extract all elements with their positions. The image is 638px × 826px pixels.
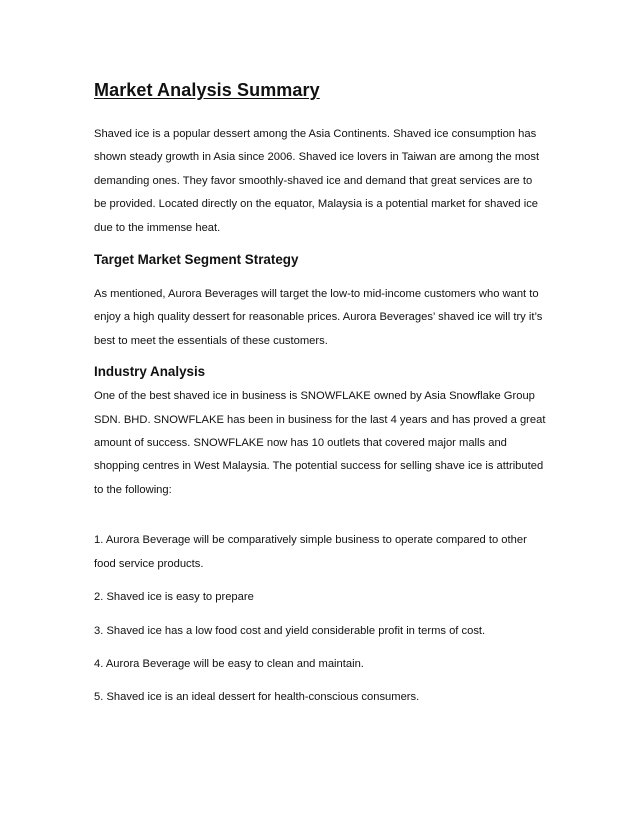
industry-analysis-heading: Industry Analysis xyxy=(94,364,206,380)
document-page xyxy=(94,78,546,710)
list-item: 3. Shaved ice has a low food cost and yield considerable profit in terms of cost. xyxy=(94,624,486,637)
industry-analysis-paragraph: One of the best shaved ice in business is SNOWFLAKE owned by Asia Snowflake Group SDN. BHD. SNOWFLAKE has been in business for the last 4 years and has proved a great amount of success. SNOWFLAKE now has 10 outlets that covered major malls and shopping centres in West Malaysia. The potential success for selling shave ice is attributed to the following: xyxy=(94,390,546,496)
list-item: 4. Aurora Beverage will be easy to clean and maintain. xyxy=(94,657,364,670)
list-item: 5. Shaved ice is an ideal dessert for health-conscious consumers. xyxy=(94,691,420,704)
target-market-paragraph: As mentioned, Aurora Beverages will target the low-to mid-income customers who want to enjoy a high quality dessert for reasonable prices. Aurora Beverages’ shaved ice will try it’s best to meet the essentials of these customers. xyxy=(94,288,543,347)
target-market-heading: Target Market Segment Strategy xyxy=(94,252,299,268)
intro-paragraph: Shaved ice is a popular dessert among the Asia Continents. Shaved ice consumption has shown steady growth in Asia since 2006. Shaved ice lovers in Taiwan are among the most demanding ones. They favor smoothly-shaved ice and demand that great services are to be provided. Located directly on the equator, Malaysia is a potential market for shaved ice due to the immense heat. xyxy=(94,128,540,234)
page-title: Market Analysis Summary xyxy=(94,80,320,100)
list-item: 2. Shaved ice is easy to prepare xyxy=(94,591,254,604)
list-item: 1. Aurora Beverage will be comparatively simple business to operate compared to other food service products. xyxy=(94,534,527,570)
